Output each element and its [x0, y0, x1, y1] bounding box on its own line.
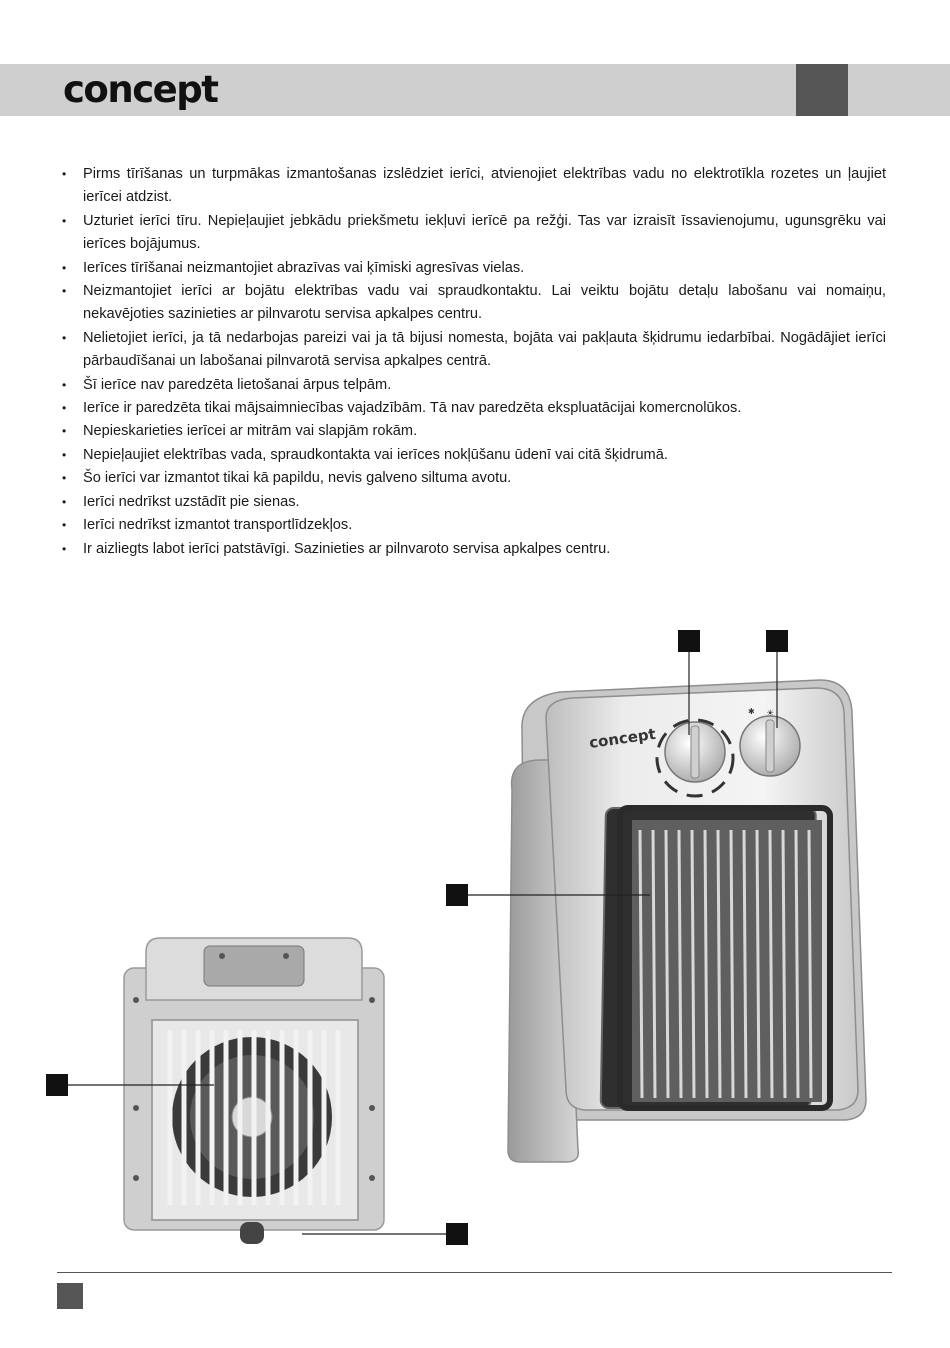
list-item: • Ierīci nedrīkst uzstādīt pie sienas. — [60, 491, 886, 514]
brand-logo: concept — [63, 68, 218, 111]
list-item: • Nelietojiet ierīci, ja tā nedarbojas pareizi vai ja tā bijusi nomesta, bojāta vai pakļauta šķidrumu iedarbībai. Nogādājiet ierīci pārbaudīšanai un labošanai pilnvarotā servisa apkalpes centrā. — [60, 327, 886, 374]
header-page-marker — [796, 64, 848, 116]
callout-marker — [446, 884, 468, 906]
heater-back-view — [124, 938, 384, 1244]
callout-marker — [46, 1074, 68, 1096]
list-item: • Nepieļaujiet elektrības vada, spraudkontakta vai ierīces nokļūšanu ūdenī vai citā šķidrumā. — [60, 444, 886, 467]
list-item: • Neizmantojiet ierīci ar bojātu elektrības vadu vai spraudkontaktu. Lai veiktu bojātu detaļu labošanu vai nomaiņu, nekavējoties sazinieties ar pilnvarotu servisa apkalpes centru. — [60, 280, 886, 327]
list-item: • Ierīces tīrīšanai neizmantojiet abrazīvas vai ķīmiski agresīvas vielas. — [60, 257, 886, 280]
list-item: • Ir aizliegts labot ierīci patstāvīgi. Sazinieties ar pilnvaroto servisa apkalpes centru. — [60, 538, 886, 561]
callout-marker — [446, 1223, 468, 1245]
heater-brand-label: concept — [588, 724, 657, 752]
list-item: • Ierīci nedrīkst izmantot transportlīdzekļos. — [60, 514, 886, 537]
list-item: • Šo ierīci var izmantot tikai kā papildu, nevis galveno siltuma avotu. — [60, 467, 886, 490]
callout-marker — [678, 630, 700, 652]
list-item: • Nepieskarieties ierīcei ar mitrām vai slapjām rokām. — [60, 420, 886, 443]
footer-page-marker — [57, 1283, 83, 1309]
list-item: • Ierīce ir paredzēta tikai mājsaimniecības vajadzībām. Tā nav paredzēta ekspluatācijai komercnolūkos. — [60, 397, 886, 420]
safety-instructions-list — [60, 163, 886, 561]
list-item: • Pirms tīrīšanas un turpmākas izmantošanas izslēdziet ierīci, atvienojiet elektrības vadu no elektrotīkla rozetes un ļaujiet ierīcei atdzist. — [60, 163, 886, 210]
footer-rule — [57, 1272, 892, 1273]
heater-front-view — [508, 680, 866, 1162]
list-item: • Uzturiet ierīci tīru. Nepieļaujiet jebkādu priekšmetu iekļuvi ierīcē pa režģi. Tas var izraisīt īssavienojumu, ugunsgrēku vai ierīces bojājumus. — [60, 210, 886, 257]
callout-marker — [766, 630, 788, 652]
fan-icon: ✱ — [748, 707, 755, 716]
list-item: • Šī ierīce nav paredzēta lietošanai ārpus telpām. — [60, 374, 886, 397]
sun-icon: ☀ — [766, 708, 775, 718]
